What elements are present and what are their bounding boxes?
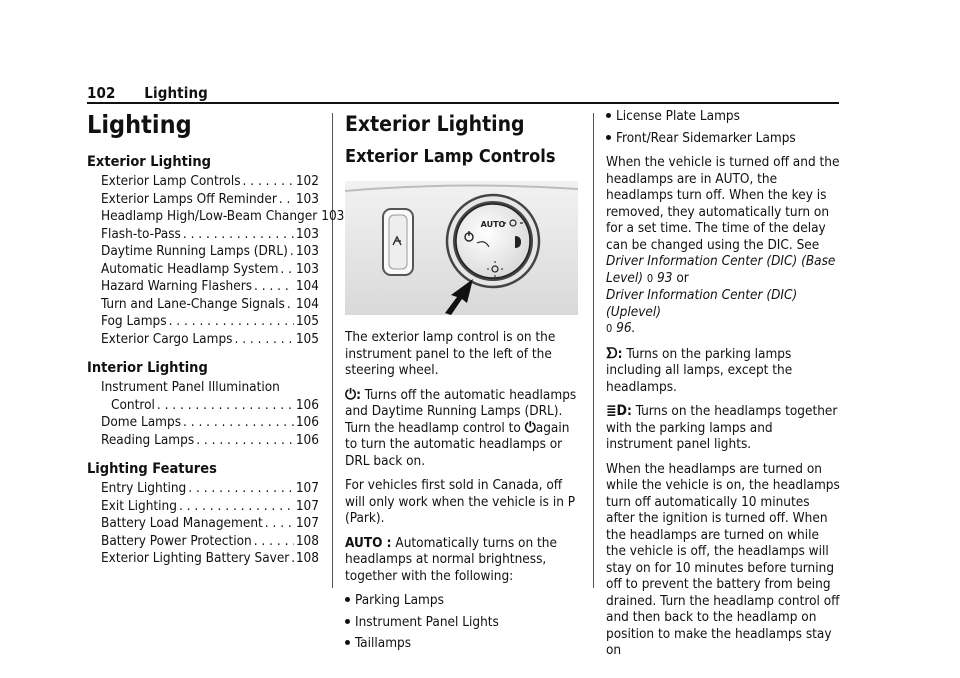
article-subtitle: Exterior Lamp Controls xyxy=(345,146,556,167)
toc-entry[interactable]: Automatic Headlamp System . . . 103 xyxy=(87,261,319,279)
headlamp-knob-illustration xyxy=(345,181,578,315)
column-divider-2 xyxy=(593,113,594,588)
power-off-icon: ⏻ xyxy=(524,419,536,436)
dic-base-link[interactable]: Driver Information Center (DIC) (Base Level) xyxy=(606,253,836,286)
toc-section-title: Lighting Features xyxy=(87,461,217,477)
headlamp-description: ≣D: Turns on the headlamps together with the parking lamps and instrument panel lights. xyxy=(606,403,838,452)
toc-entry[interactable]: Exterior Lamps Off Reminder . . . 103 xyxy=(87,191,319,209)
article-column-2 xyxy=(606,108,842,667)
toc-entry[interactable]: Entry Lighting . . . 107 xyxy=(87,480,319,498)
toc-entry[interactable]: Exterior Lighting Battery Saver . . . 108 xyxy=(87,550,319,568)
list-item: Parking Lamps xyxy=(345,592,581,609)
toc-entry[interactable]: Battery Load Management . . . 107 xyxy=(87,515,319,533)
page-number: 102 xyxy=(87,84,116,102)
toc-section xyxy=(87,379,319,449)
parking-lamp-description: ᗤ: Turns on the parking lamps including all lamps, except the headlamps. xyxy=(606,345,793,395)
auto-lamps-list xyxy=(345,592,581,652)
toc-entry[interactable]: Turn and Lane-Change Signals . . . 104 xyxy=(87,296,319,314)
list-item: Taillamps xyxy=(345,635,581,652)
toc-entry[interactable]: Flash-to-Pass . . . 103 xyxy=(87,226,319,244)
toc-entry[interactable]: Exit Lighting . . . 107 xyxy=(87,498,319,516)
toc-entry[interactable]: Dome Lamps . . . 106 xyxy=(87,414,319,432)
intro-paragraph: The exterior lamp control is on the instrument panel to the left of the steering wheel. xyxy=(345,329,556,378)
toc-entry[interactable]: Fog Lamps . . . 105 xyxy=(87,313,319,331)
toc-entry-line1[interactable]: Instrument Panel Illumination xyxy=(101,379,280,395)
toc-entry[interactable]: Exterior Lamp Controls . . . 102 xyxy=(87,173,319,191)
page-ref-arrow-icon: 0 xyxy=(606,322,613,335)
toc-column xyxy=(87,110,345,580)
toc-entry[interactable]: Control . . . 106 xyxy=(87,397,319,415)
delay-paragraph: When the vehicle is turned off and the headlamps are in AUTO, the headlamps turn off. When the key is removed, they automatically turn on for a set time. The time of the delay can be changed using the DIC. See Driver Information Center (DIC) (Base Level) 0 93 or Driver Information Center (DIC) (Uplevel) 0 96. xyxy=(606,154,840,336)
auto-lamps-list-cont xyxy=(606,108,842,146)
header-rule xyxy=(87,102,839,104)
toc-section xyxy=(87,480,319,568)
dic-uplevel-link[interactable]: Driver Information Center (DIC) (Uplevel) xyxy=(606,287,798,320)
power-off-icon: ⏻ xyxy=(345,386,357,403)
off-description: ⏻: Turns off the automatic headlamps and Daytime Running Lamps (DRL). Turn the headlamp control to ⏻again to turn the automatic headlamps or DRL back on. xyxy=(345,386,577,469)
toc-entry[interactable]: Hazard Warning Flashers . . . 104 xyxy=(87,278,319,296)
parking-lamp-icon: ᗤ xyxy=(606,345,618,362)
auto-knob-label: AUTO xyxy=(480,220,506,229)
page-header xyxy=(87,84,208,102)
lamp-control-figure xyxy=(345,181,578,315)
list-item: Instrument Panel Lights xyxy=(345,614,581,631)
toc-section-title: Exterior Lighting xyxy=(87,154,211,170)
headlamp-icon: ≣D xyxy=(606,403,628,419)
article-column-1 xyxy=(345,110,581,660)
auto-description: AUTO : Automatically turns on the headlamps at normal brightness, together with the following: xyxy=(345,534,557,584)
toc-entry[interactable]: Headlamp High/Low-Beam Changer 103 xyxy=(101,208,345,224)
toc-section xyxy=(87,173,345,348)
headlamp-timeout-paragraph: When the headlamps are turned on while the vehicle is on, the headlamps turn off automatically 10 minutes after the ignition is turned off. When the headlamps are turned on while the vehicle is off, the headlamps will stay on for 10 minutes before turning off to prevent the battery from being drained. Turn the headlamp control off and then back to the headlamp on position to make the headlamps stay on xyxy=(606,460,840,658)
article-title: Exterior Lighting xyxy=(345,112,525,136)
chapter-title: Lighting xyxy=(144,84,208,102)
toc-entry[interactable]: Reading Lamps . . . 106 xyxy=(87,432,319,450)
toc-title: Lighting xyxy=(87,110,192,139)
list-item: License Plate Lamps xyxy=(606,108,842,125)
toc-entry[interactable]: Exterior Cargo Lamps . . . 105 xyxy=(87,331,319,349)
toc-entry[interactable]: Battery Power Protection . . . 108 xyxy=(87,533,319,551)
page-ref-arrow-icon: 0 xyxy=(646,271,654,285)
canada-note: For vehicles first sold in Canada, off will only work when the vehicle is in P (Park). xyxy=(345,477,576,526)
toc-section-title: Interior Lighting xyxy=(87,360,208,376)
list-item: Front/Rear Sidemarker Lamps xyxy=(606,130,842,147)
toc-entry[interactable]: Daytime Running Lamps (DRL) . . . 103 xyxy=(87,243,319,261)
column-divider-1 xyxy=(332,113,333,588)
